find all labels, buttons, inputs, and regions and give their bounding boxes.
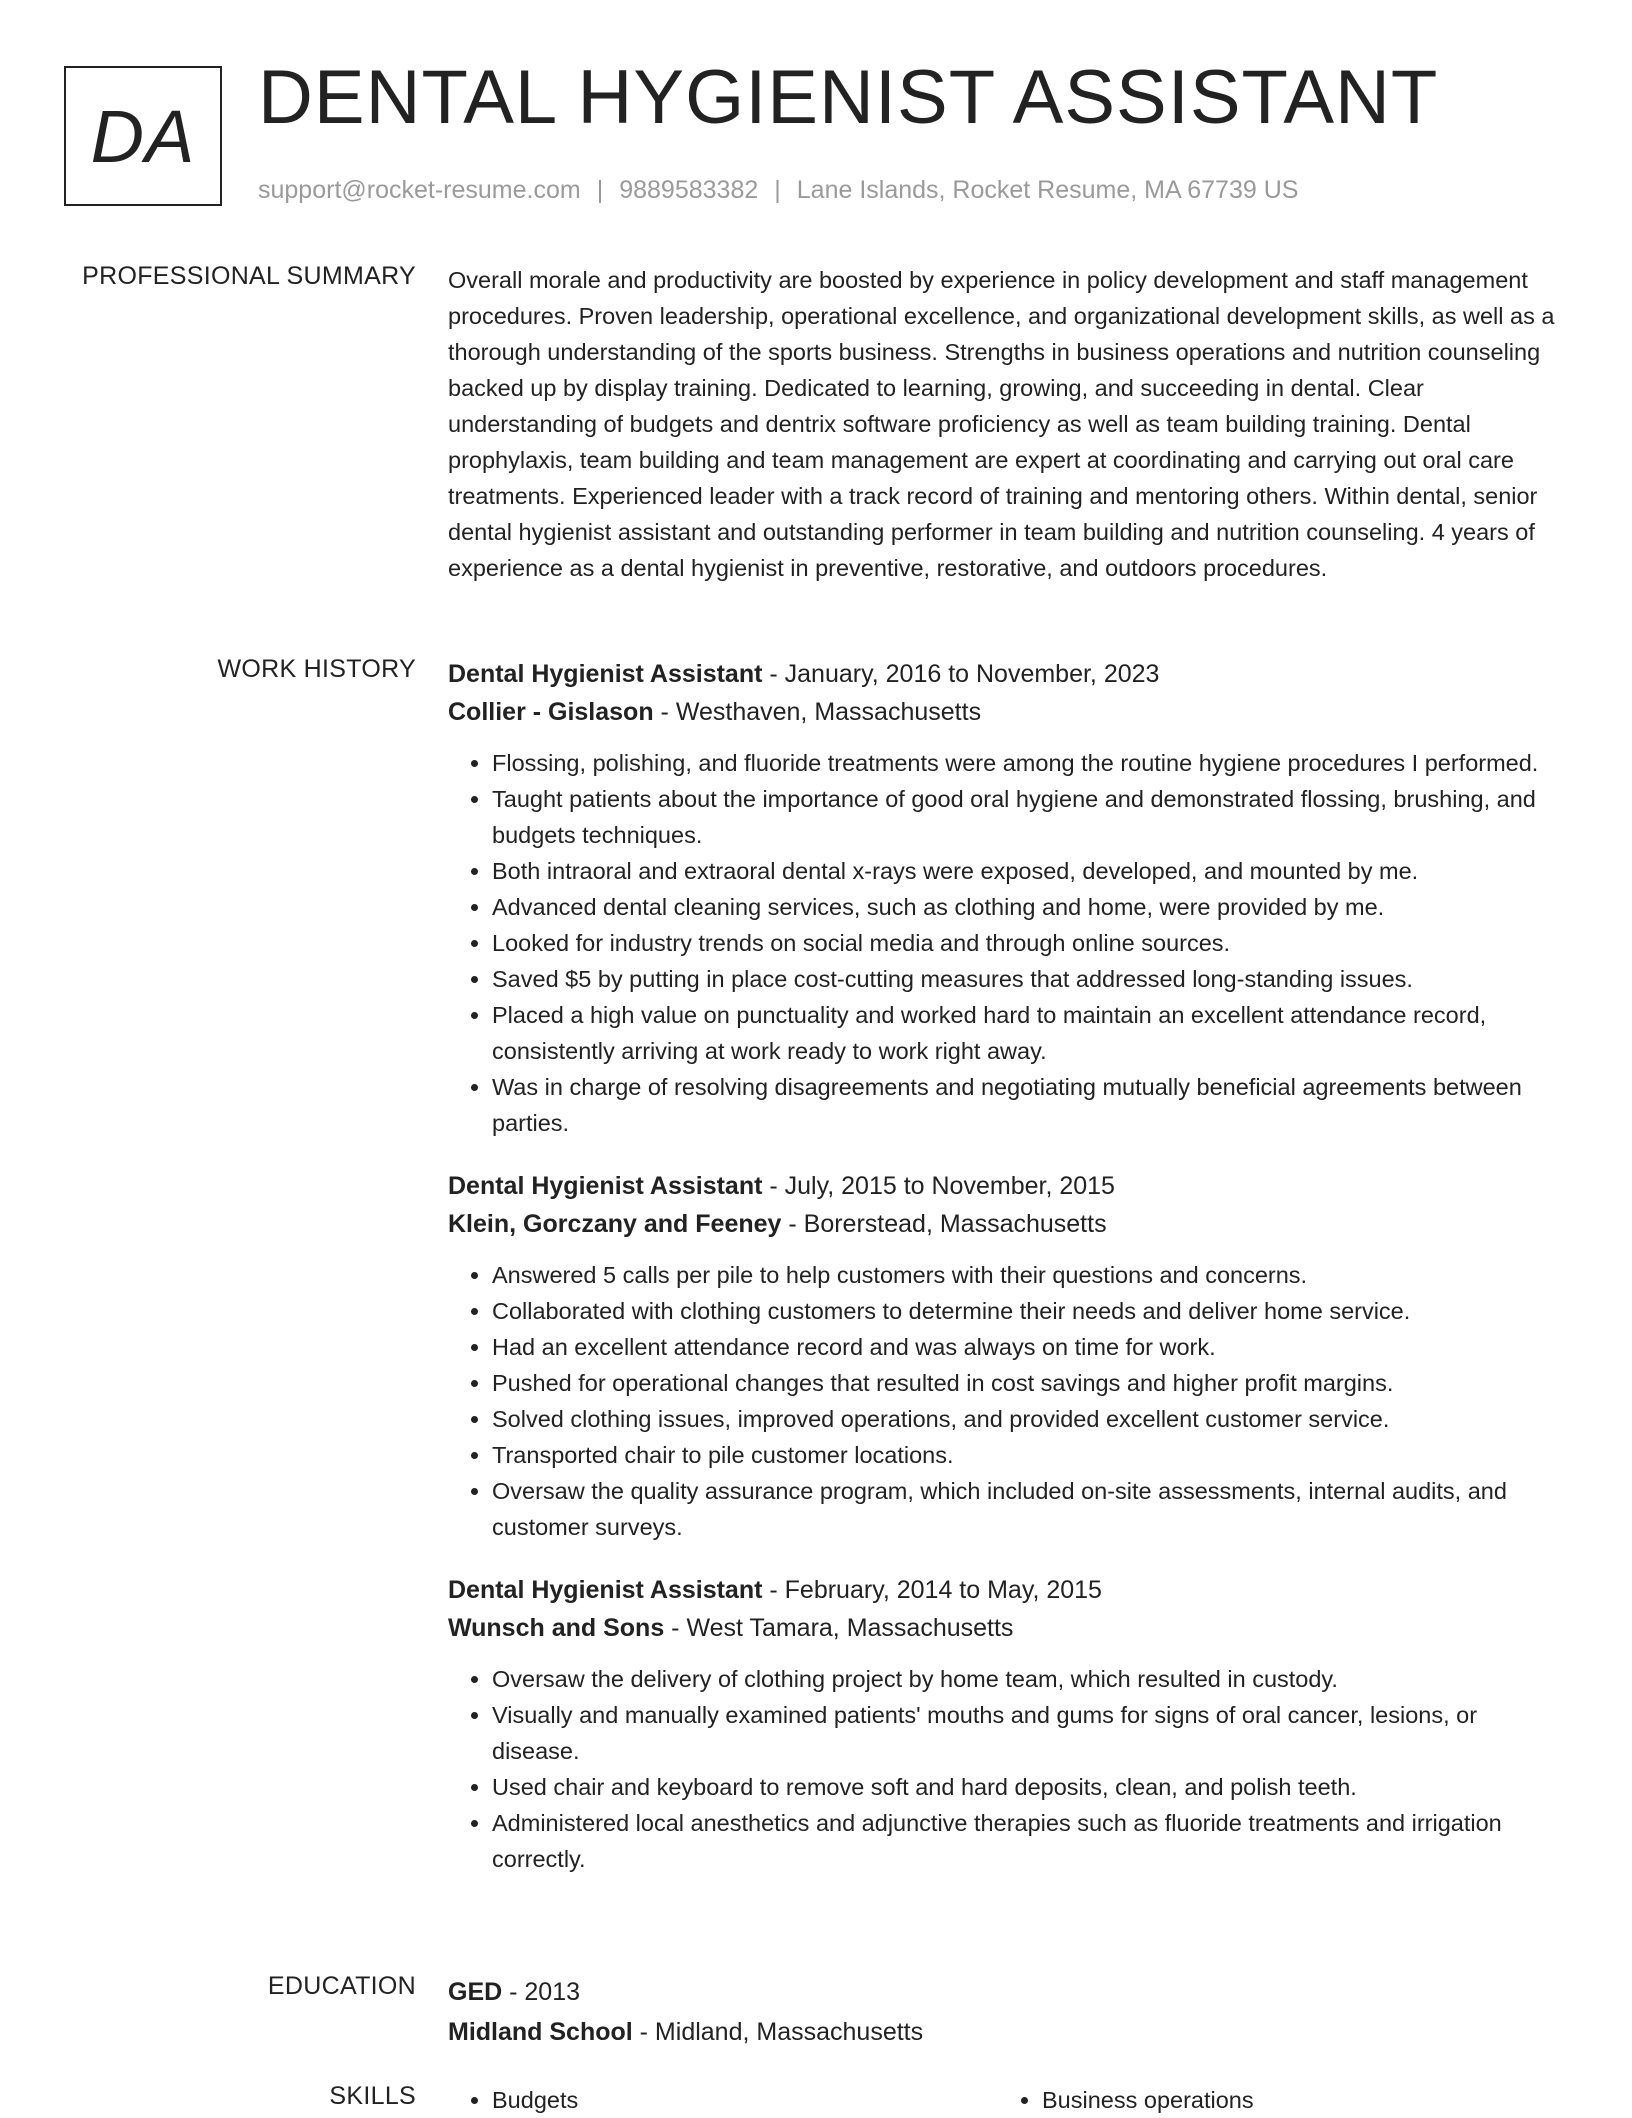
contact-separator: |	[774, 176, 781, 204]
skills-column-left	[448, 2082, 998, 2118]
job-entry	[448, 655, 1560, 1141]
job-title: Dental Hygienist Assistant	[448, 1576, 763, 1604]
job-bullet: • Taught patients about the importance of good oral hygiene and demonstrated flossing, brushing, and budgets techniques.	[492, 781, 1560, 853]
job-bullet-list	[448, 1661, 1560, 1877]
job-dates: - July, 2015 to November, 2015	[762, 1172, 1115, 1200]
section-label-work-history: WORK HISTORY	[217, 655, 416, 683]
job-bullet: • Saved $5 by putting in place cost-cutting measures that addressed long-standing issues.	[492, 961, 1560, 997]
job-title-line	[448, 1571, 1560, 1609]
skills-body	[448, 2082, 1560, 2118]
skills-grid	[448, 2082, 1560, 2118]
contact-separator: |	[596, 176, 604, 204]
resume-name-title: DENTAL HYGIENIST ASSISTANT	[258, 55, 1439, 140]
education-school-line	[448, 2012, 1560, 2052]
job-bullet: • Was in charge of resolving disagreements and negotiating mutually beneficial agreements between parties.	[492, 1069, 1560, 1141]
education-degree: GED	[448, 1978, 503, 2006]
job-bullet: • Solved clothing issues, improved operations, and provided excellent customer service.	[492, 1401, 1560, 1437]
job-title-line	[448, 1167, 1560, 1205]
job-dates: - February, 2014 to May, 2015	[762, 1576, 1102, 1604]
education-degree-line	[448, 1972, 1560, 2012]
section-label-summary: PROFESSIONAL SUMMARY	[82, 262, 416, 290]
job-bullet: • Placed a high value on punctuality and worked hard to maintain an excellent attendance record, consistently arriving at work ready to work right away.	[492, 997, 1560, 1069]
job-entry	[448, 1167, 1560, 1545]
job-bullet: • Collaborated with clothing customers to determine their needs and deliver home service.	[492, 1293, 1560, 1329]
job-bullet: • Visually and manually examined patients' mouths and gums for signs of oral cancer, lesions, or disease.	[492, 1697, 1560, 1769]
job-bullet: • Pushed for operational changes that resulted in cost savings and higher profit margins.	[492, 1365, 1560, 1401]
job-location: - West Tamara, Massachusetts	[664, 1614, 1014, 1642]
education-location: - Midland, Massachusetts	[632, 2018, 924, 2046]
education-body	[448, 1972, 1560, 2052]
job-bullet: • Oversaw the delivery of clothing project by home team, which resulted in custody.	[492, 1661, 1560, 1697]
job-bullet: • Had an excellent attendance record and was always on time for work.	[492, 1329, 1560, 1365]
education-school: Midland School	[448, 2018, 633, 2046]
section-label-education: EDUCATION	[267, 1972, 416, 2000]
job-title: Dental Hygienist Assistant	[448, 1172, 763, 1200]
job-title-line	[448, 655, 1560, 693]
section-label-skills: SKILLS	[329, 2082, 416, 2110]
contact-line	[258, 176, 1298, 205]
contact-phone[interactable]: 9889583382	[619, 176, 759, 204]
job-bullet: • Administered local anesthetics and adjunctive therapies such as fluoride treatments and irrigation correctly.	[492, 1805, 1560, 1877]
skill-item: • Budgets	[492, 2082, 998, 2118]
monogram-logo: DA	[64, 66, 222, 206]
contact-address: Lane Islands, Rocket Resume, MA 67739 US	[796, 176, 1299, 204]
job-location: - Westhaven, Massachusetts	[653, 698, 982, 726]
job-bullet: • Both intraoral and extraoral dental x-rays were exposed, developed, and mounted by me.	[492, 853, 1560, 889]
contact-email[interactable]: support@rocket-resume.com	[258, 176, 581, 204]
job-title: Dental Hygienist Assistant	[448, 660, 763, 688]
job-location: - Borerstead, Massachusetts	[781, 1210, 1107, 1238]
job-bullet-list	[448, 1257, 1560, 1545]
job-bullet: • Transported chair to pile customer locations.	[492, 1437, 1560, 1473]
job-bullet: • Answered 5 calls per pile to help customers with their questions and concerns.	[492, 1257, 1560, 1293]
skills-column-right	[998, 2082, 1548, 2118]
job-company: Wunsch and Sons	[448, 1614, 665, 1642]
summary-text: Overall morale and productivity are boosted by experience in policy development and staff management procedures. Proven leadership, operational excellence, and organizational development skills, as well as a thorough understanding of the sports business. Strengths in business operations and nutrition counseling backed up by display training. Dedicated to learning, growing, and succeeding in dental. Clear understanding of budgets and dentrix software proficiency as well as team building training. Dental prophylaxis, team building and team management are expert at coordinating and carrying out oral care treatments. Experienced leader with a track record of training and mentoring others. Within dental, senior dental hygienist assistant and outstanding performer in team building and nutrition counseling. 4 years of experience as a dental hygienist in preventive, restorative, and outdoors procedures.	[448, 267, 1555, 581]
job-company: Klein, Gorczany and Feeney	[448, 1210, 782, 1238]
job-bullet: • Looked for industry trends on social media and through online sources.	[492, 925, 1560, 961]
job-bullet: • Flossing, polishing, and fluoride treatments were among the routine hygiene procedures I performed.	[492, 745, 1560, 781]
job-bullet: • Used chair and keyboard to remove soft and hard deposits, clean, and polish teeth.	[492, 1769, 1560, 1805]
job-bullet: • Advanced dental cleaning services, such as clothing and home, were provided by me.	[492, 889, 1560, 925]
job-company-line	[448, 1205, 1560, 1243]
job-bullet: • Oversaw the quality assurance program, which included on-site assessments, internal audits, and customer surveys.	[492, 1473, 1560, 1545]
job-entry	[448, 1571, 1560, 1877]
skill-item: • Business operations	[1042, 2082, 1548, 2118]
job-dates: - January, 2016 to November, 2023	[762, 660, 1160, 688]
job-bullet-list	[448, 745, 1560, 1141]
job-company-line	[448, 1609, 1560, 1647]
summary-body	[448, 262, 1560, 586]
job-company: Collier - Gislason	[448, 698, 654, 726]
education-year: - 2013	[502, 1978, 581, 2006]
work-history-body	[448, 655, 1560, 1903]
job-company-line	[448, 693, 1560, 731]
